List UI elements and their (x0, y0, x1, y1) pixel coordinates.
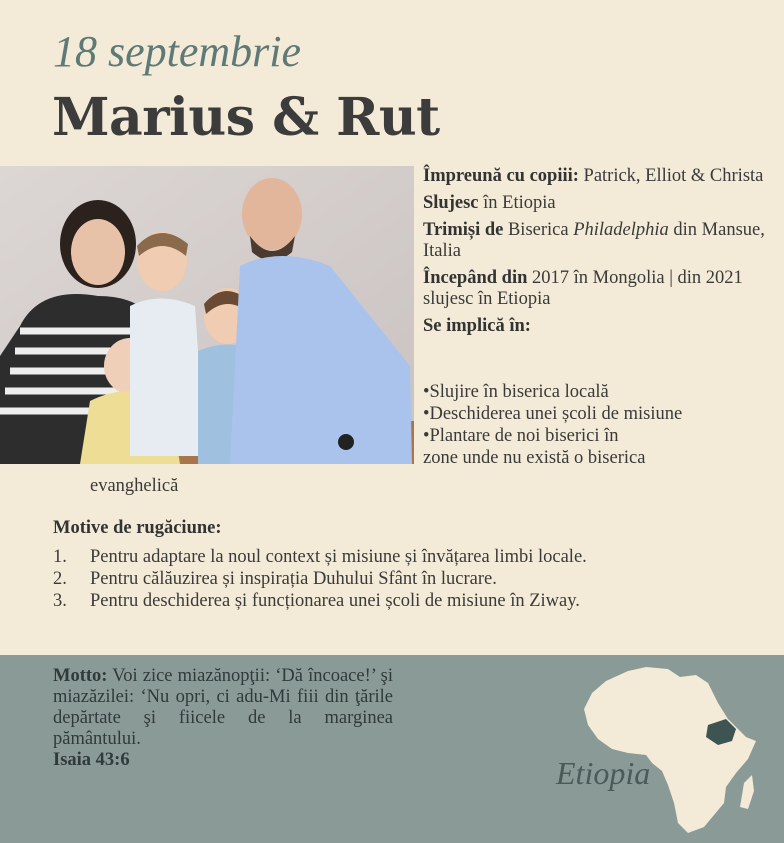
country-label: Etiopia (556, 755, 651, 791)
prayer-list (53, 546, 773, 612)
list-item: •Deschiderea unei școli de misiune (423, 404, 683, 424)
motto: Motto: Voi zice miazănopţii: ‘Dă încoace!’ şi miazăzilei: ‘Nu opri, ci adu-Mi fiii din ţările depărtate şi fiicele de la marginea pământului. Isaia 43:6 (53, 666, 393, 770)
info-involved-label: Se implică în: (423, 316, 531, 336)
missionary-info (423, 166, 783, 343)
prayer-title: Motive de rugăciune: (53, 518, 222, 538)
family-photo (0, 166, 414, 464)
involvement-list (423, 381, 783, 469)
motto-reference: Isaia 43:6 (53, 750, 130, 770)
list-item: 3. Pentru deschiderea și funcționarea unei școli de misiune în Ziway. (53, 591, 580, 611)
date-heading: 18 septembrie (53, 27, 302, 76)
list-item: 1. Pentru adaptare la noul context și misiune și învățarea limbi locale. (53, 547, 587, 567)
africa-map-icon (576, 663, 761, 838)
involvement-tail: evanghelică (90, 476, 179, 496)
info-since: Începând din 2017 în Mongolia | din 2021 slujesc în Etiopia (423, 268, 743, 309)
list-item: •Slujire în biserica locală (423, 382, 609, 402)
info-children: Împreună cu copiii: Patrick, Elliot & Christa (423, 166, 764, 186)
list-item: •Plantare de noi biserici în (423, 426, 619, 446)
list-item: 2. Pentru călăuzirea și inspirația Duhului Sfânt în lucrare. (53, 569, 497, 589)
missionary-names: Marius & Rut (52, 87, 440, 148)
info-sent: Trimiși de Biserica Philadelphia din Mansue, Italia (423, 220, 765, 261)
info-serve: Slujesc în Etiopia (423, 193, 556, 213)
list-item: zone unde nu există o biserica (423, 448, 646, 468)
